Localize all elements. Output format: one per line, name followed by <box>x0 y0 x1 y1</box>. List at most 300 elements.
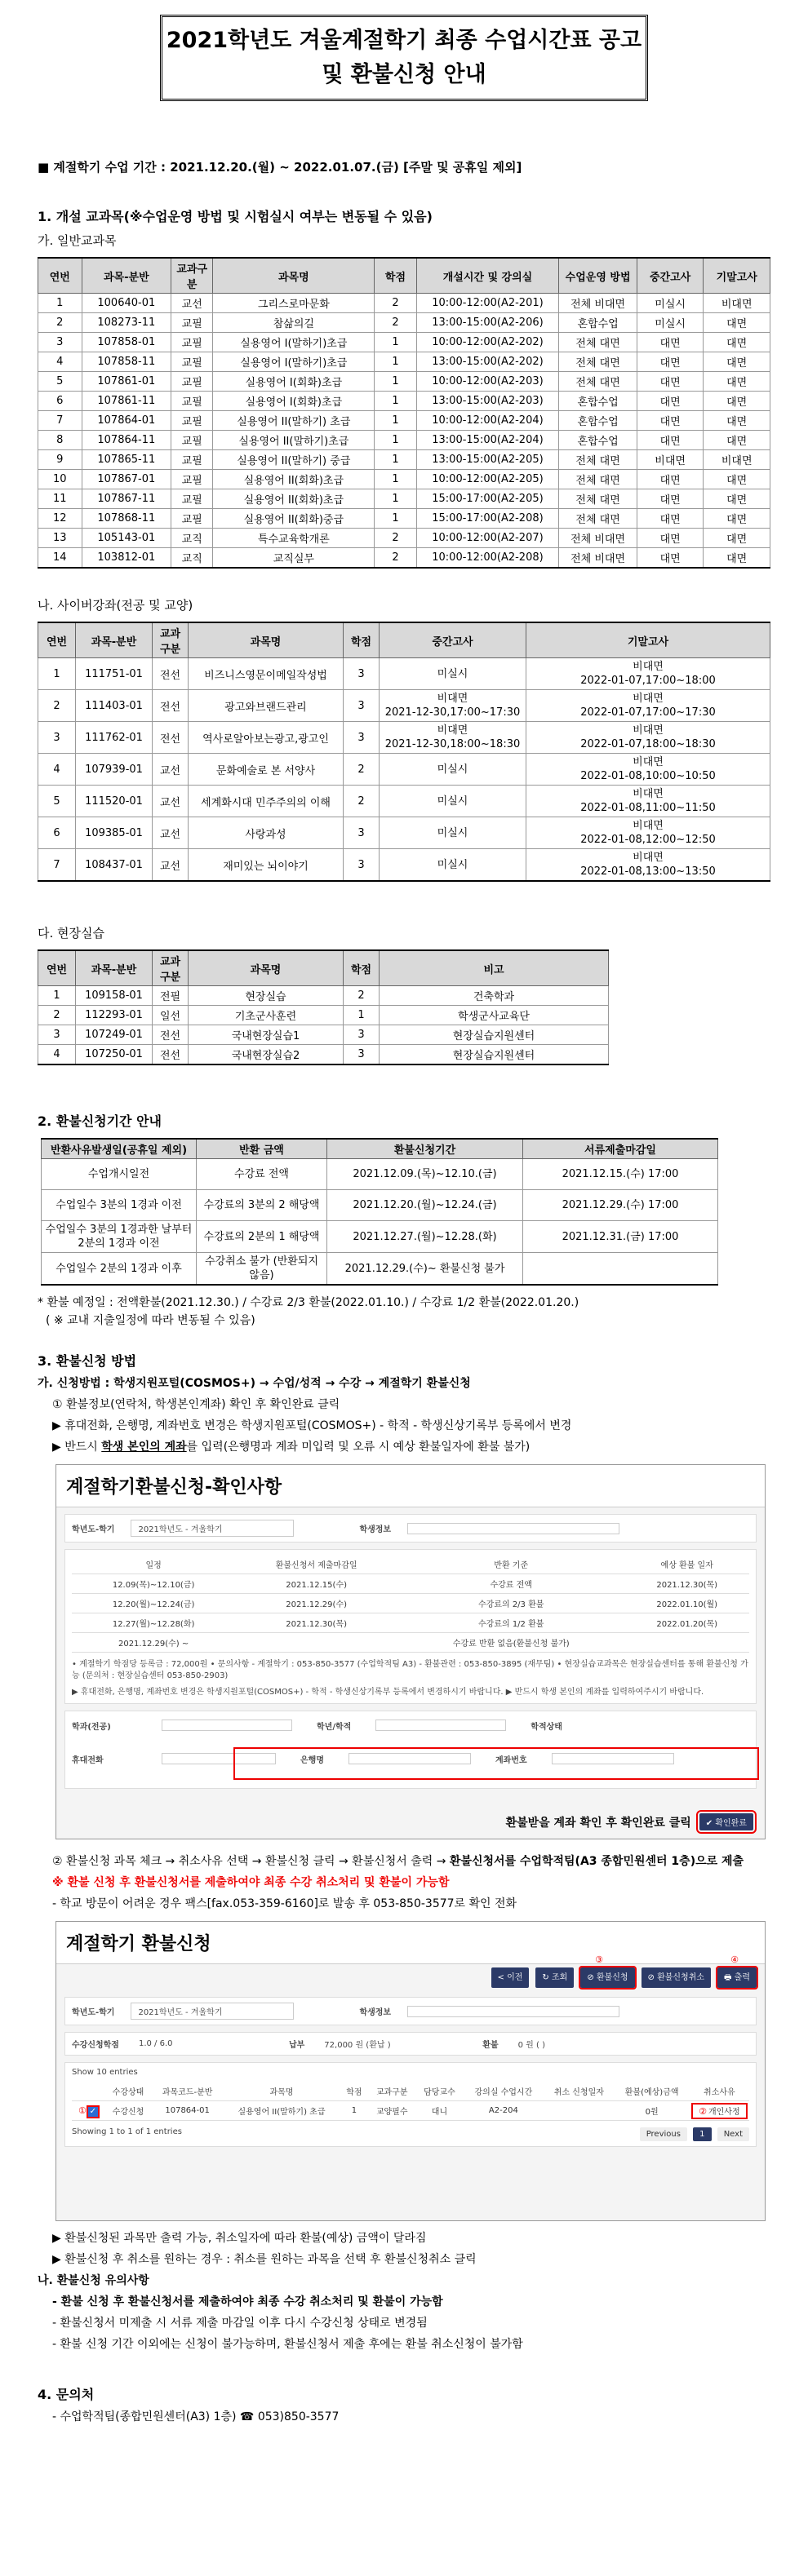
apply-method: 가. 신청방법 : 학생지원포털(COSMOS+) → 수업/성적 → 수강 → 계절학기 환불신청 <box>38 1377 471 1390</box>
table-cell: 107867-11 <box>82 489 171 509</box>
table-cell: 혼합수업 <box>559 313 637 333</box>
col-header: 기말고사 <box>526 622 770 658</box>
table-cell: 수업개시일전 <box>42 1159 197 1190</box>
pagination <box>637 2127 749 2141</box>
table-cell: 105143-01 <box>82 529 171 548</box>
table-cell: 수강료의 3분의 2 해당액 <box>197 1190 327 1221</box>
table-cell: 전체 비대면 <box>559 294 637 313</box>
col-header: 중간고사 <box>637 258 704 294</box>
table-cell: 1 <box>38 986 76 1006</box>
table-cell: 6 <box>38 817 76 849</box>
table-footer <box>72 2127 749 2141</box>
step-2 <box>38 1851 770 1872</box>
table-cell: 2 <box>344 986 380 1006</box>
final-time: 2022-01-07,17:00~17:30 <box>580 706 716 719</box>
confirm-button[interactable]: ✔ 확인완료 <box>699 1813 753 1830</box>
table-row <box>72 1633 749 1653</box>
courses-box <box>64 2062 757 2147</box>
table-cell: 3 <box>344 690 380 722</box>
col-header: 반환 금액 <box>197 1139 327 1159</box>
table-row <box>38 411 770 431</box>
table-cell: 107939-01 <box>76 754 153 786</box>
table-cell: 비즈니스영문이메일작성법 <box>189 658 344 690</box>
note-3: - 환불 신청 기간 이외에는 신청이 불가능하며, 환불신청서 제출 후에는 환불 취소신청이 불가함 <box>52 2338 523 2351</box>
table-row <box>38 294 770 313</box>
table-cell: 3 <box>344 722 380 754</box>
table-cell: 문화예술로 본 서양사 <box>189 754 344 786</box>
table-cell: 재미있는 뇌이야기 <box>189 849 344 882</box>
table-cell: 전체 대면 <box>559 450 637 470</box>
table-cell: 교양필수 <box>368 2101 415 2121</box>
final-time: 2022-01-08,13:00~13:50 <box>580 865 716 878</box>
general-courses-table <box>38 257 770 569</box>
table-cell: 국내현장실습1 <box>189 1025 344 1045</box>
table-cell: 14 <box>38 548 82 569</box>
table-cell: 13:00-15:00(A2-203) <box>416 392 559 411</box>
table-cell: 12.09(목)~12.10(금) <box>72 1574 235 1594</box>
final-time: 2022-01-08,11:00~11:50 <box>580 802 716 814</box>
table-cell: 역사로알아보는광고,광고인 <box>189 722 344 754</box>
warn-text: ▶ 휴대전화, 은행명, 계좌번호 변경은 학생지원포털(COSMOS+) - 학적 - 학생신상기록부 등록에서 변경하시기 바랍니다. ▶ 반드시 학생 본인의 계좌를 입력하여주시기 바랍니다. <box>72 1688 704 1697</box>
student-label: 학생정보 <box>359 1525 392 1534</box>
table-cell: 9 <box>38 450 82 470</box>
table-cell: 대면 <box>637 411 704 431</box>
table-cell: 107864-01 <box>152 2101 223 2121</box>
table-row <box>38 509 770 529</box>
table-cell: 전선 <box>153 1045 189 1065</box>
table-cell: 3 <box>344 849 380 882</box>
col-header: 수업운영 방법 <box>559 258 637 294</box>
final-cell <box>526 690 770 722</box>
table-row <box>72 2101 749 2121</box>
table-row <box>72 1594 749 1613</box>
table-cell: 교필 <box>171 450 213 470</box>
table-cell: 2022.01.10(월) <box>624 1594 749 1613</box>
step-1: ① 환불정보(연락처, 학생본인계좌) 확인 후 확인완료 클릭 <box>52 1398 340 1411</box>
table-cell: 5 <box>38 372 82 392</box>
mini-col: 학점 <box>340 2082 368 2101</box>
midterm-cell <box>380 786 526 817</box>
col-header: 비고 <box>380 950 609 986</box>
section-1c-title: 다. 현장실습 <box>38 926 104 941</box>
midterm-mode: 미실시 <box>437 763 468 776</box>
table-cell: 2021.12.15(수) <box>235 1574 397 1594</box>
table-cell: A2-204 <box>464 2101 544 2121</box>
col-header: 학점 <box>344 622 380 658</box>
table-cell: 현장실습지원센터 <box>380 1045 609 1065</box>
table-row <box>38 754 770 786</box>
table-cell: 10 <box>38 470 82 489</box>
table-cell: 전체 대면 <box>559 333 637 352</box>
final-mode: 비대면 <box>633 756 664 768</box>
table-row <box>72 1613 749 1633</box>
table-cell: 교선 <box>153 817 189 849</box>
final-time: 2022-01-08,12:00~12:50 <box>580 834 716 846</box>
table-cell: 대면 <box>704 333 770 352</box>
table-cell: 107864-01 <box>82 411 171 431</box>
table-cell: 13 <box>38 529 82 548</box>
credits-value: 1.0 / 6.0 <box>138 2039 173 2048</box>
table-cell: 교필 <box>171 372 213 392</box>
table-cell: 107868-11 <box>82 509 171 529</box>
table-row <box>42 1190 718 1221</box>
mini-col: 반환 기준 <box>397 1555 624 1574</box>
table-cell <box>235 1633 397 1653</box>
table-cell: 실용영어 II(회화)초급 <box>213 489 375 509</box>
dept-label: 학과(전공) <box>72 1723 111 1732</box>
table-cell: 1 <box>375 509 416 529</box>
table-cell: 교직 <box>171 548 213 569</box>
table-cell: 실용영어 II(말하기) 초급 <box>223 2101 340 2121</box>
checkbox-header <box>72 2082 104 2101</box>
col-header: 과목-분반 <box>82 258 171 294</box>
table-cell: 대면 <box>637 392 704 411</box>
cancel-reason-select[interactable]: ② 개인사정 <box>690 2101 749 2121</box>
table-cell: 3 <box>38 333 82 352</box>
col-header: 반환사유발생일(공휴일 제외) <box>42 1139 197 1159</box>
midterm-mode: 미실시 <box>437 667 468 680</box>
table-cell: 6 <box>38 392 82 411</box>
table-cell: 15:00-17:00(A2-205) <box>416 489 559 509</box>
midterm-time: 2021-12-30,18:00~18:30 <box>384 738 521 750</box>
table-cell: 교필 <box>171 470 213 489</box>
table-cell <box>624 1633 749 1653</box>
step-2-text: ② 환불신청 과목 체크 → 취소사유 선택 → 환불신청 클릭 → 환불신청서 출력 → <box>52 1855 450 1868</box>
table-cell: 대면 <box>704 548 770 569</box>
table-cell: 실용영어 II(회화)초급 <box>213 470 375 489</box>
table-cell: 107250-01 <box>76 1045 153 1065</box>
title-box <box>160 15 648 101</box>
midterm-mode: 비대면 <box>437 724 468 737</box>
table-row <box>38 392 770 411</box>
table-row <box>38 489 770 509</box>
table-cell: 교필 <box>171 509 213 529</box>
table-cell: 수업일수 3분의 1경과한 날부터 2분의 1경과 이전 <box>42 1221 197 1253</box>
section-1-title: 1. 개설 교과목(※수업운영 방법 및 시험실시 여부는 변동될 수 있음) <box>38 209 433 224</box>
mini-col: 예상 환불 일자 <box>624 1555 749 1574</box>
course-checkbox[interactable]: ✓ <box>89 2106 97 2116</box>
pay-value: 72,000 원 (환납 ) <box>324 2041 391 2050</box>
table-cell: 전체 비대면 <box>559 548 637 569</box>
table-cell: 교선 <box>153 754 189 786</box>
section-3-title: 3. 환불신청 방법 <box>38 1353 137 1369</box>
table-cell: 11 <box>38 489 82 509</box>
midterm-cell <box>380 658 526 690</box>
table-cell: 107249-01 <box>76 1025 153 1045</box>
table-cell: 교필 <box>171 333 213 352</box>
table-cell: 교직 <box>171 529 213 548</box>
table-row <box>38 1006 609 1025</box>
cyber-courses-table <box>38 622 770 882</box>
table-cell: 8 <box>38 431 82 450</box>
schedule-box <box>64 1549 757 1704</box>
table-cell: 4 <box>38 754 76 786</box>
table-cell: 2 <box>375 294 416 313</box>
col-header: 개설시간 및 강의실 <box>416 258 559 294</box>
table-cell: 학생군사교육단 <box>380 1006 609 1025</box>
prev-button[interactable]: < 이전 <box>491 1967 530 1988</box>
table-cell: 교필 <box>171 313 213 333</box>
table-cell: 1 <box>375 372 416 392</box>
table-cell: 13:00-15:00(A2-205) <box>416 450 559 470</box>
col-header: 과목-분반 <box>76 950 153 986</box>
table-cell: 1 <box>38 294 82 313</box>
bullet-cancel: ▶ 환불신청 후 취소를 원하는 경우 : 취소를 원하는 과목을 선택 후 환불신청취소 클릭 <box>52 2253 477 2266</box>
table-cell: 미실시 <box>637 313 704 333</box>
refund-cancel-button[interactable]: ⊘ 환불신청취소 <box>642 1967 712 1988</box>
table-cell: 세계화시대 민주주의의 이해 <box>189 786 344 817</box>
table-cell: 2021.12.30(목) <box>235 1613 397 1633</box>
final-mode: 비대면 <box>633 820 664 832</box>
mini-col: 과목명 <box>223 2082 340 2101</box>
table-cell: 10:00-12:00(A2-208) <box>416 548 559 569</box>
bullet-print-only: ▶ 환불신청된 과목만 출력 가능, 취소일자에 따라 환불(예상) 금액이 달라짐 <box>52 2232 427 2245</box>
refund-note-2: ( ※ 교내 지출일정에 따라 변동될 수 있음) <box>46 1314 255 1327</box>
table-cell: 수강료 전액 <box>397 1574 624 1594</box>
refund-value: 0 원 ( ) <box>517 2041 545 2050</box>
final-mode: 비대면 <box>633 788 664 800</box>
table-cell: 광고와브랜드관리 <box>189 690 344 722</box>
table-cell: 대면 <box>704 529 770 548</box>
col-header: 교과구분 <box>153 622 189 658</box>
table-cell: 10:00-12:00(A2-201) <box>416 294 559 313</box>
table-cell: 대면 <box>637 489 704 509</box>
payment-row <box>64 2032 757 2056</box>
table-row <box>38 548 770 569</box>
col-header: 과목-분반 <box>76 622 153 658</box>
table-cell: 국내현장실습2 <box>189 1045 344 1065</box>
page-1[interactable]: 1 <box>693 2127 711 2141</box>
field-practice-table <box>38 949 609 1065</box>
col-header: 서류제출마감일 <box>523 1139 718 1159</box>
col-header: 연번 <box>38 950 76 986</box>
final-mode: 비대면 <box>633 724 664 737</box>
table-cell: 3 <box>38 1025 76 1045</box>
screenshot-refund-title: 계절학기 환불신청 <box>56 1922 765 1964</box>
checkbox-cell <box>72 2101 104 2121</box>
ss2-year-row <box>64 1997 757 2025</box>
mini-col: 교과구분 <box>368 2082 415 2101</box>
year-select[interactable]: 2021학년도 - 겨울학기 <box>131 1520 294 1537</box>
mini-col: 환불(예상)금액 <box>615 2082 690 2101</box>
final-mode: 비대면 <box>633 852 664 864</box>
table-cell: 10:00-12:00(A2-204) <box>416 411 559 431</box>
table-cell <box>523 1253 718 1286</box>
midterm-cell <box>380 849 526 882</box>
step-2-warning: ※ 환불 신청 후 환불신청서를 제출하여야 최종 수강 취소처리 및 환불이 가능함 <box>52 1876 450 1889</box>
table-cell: 일선 <box>153 1006 189 1025</box>
final-mode: 비대면 <box>633 661 664 673</box>
own-account-emphasis: 학생 본인의 계좌 <box>101 1441 187 1454</box>
table-row <box>38 470 770 489</box>
table-cell: 전체 대면 <box>559 372 637 392</box>
table-cell: 10:00-12:00(A2-202) <box>416 333 559 352</box>
marker-4: ④ <box>730 1954 739 1965</box>
prev-page[interactable]: Previous <box>640 2127 687 2141</box>
account-label: 계좌번호 <box>495 1756 527 1765</box>
table-cell: 수업일수 2분의 1경과 이후 <box>42 1253 197 1286</box>
table-cell: 2021.12.29.(수)~ 환불신청 불가 <box>327 1253 523 1286</box>
table-cell: 교필 <box>171 392 213 411</box>
table-cell: 실용영어 I(말하기)초급 <box>213 352 375 372</box>
table-cell: 100640-01 <box>82 294 171 313</box>
table-cell: 대면 <box>637 529 704 548</box>
account-box <box>64 1711 757 1789</box>
final-cell <box>526 754 770 786</box>
table-cell: 교필 <box>171 352 213 372</box>
table-cell: 1 <box>375 470 416 489</box>
pay-label: 납부 <box>288 2041 305 2050</box>
table-cell: 107858-11 <box>82 352 171 372</box>
midterm-mode: 비대면 <box>437 693 468 705</box>
table-cell: 111403-01 <box>76 690 153 722</box>
table-cell: 2 <box>38 313 82 333</box>
table-cell: 실용영어 II(말하기) 중급 <box>213 450 375 470</box>
table-cell: 0원 <box>615 2101 690 2121</box>
section-1b-title: 나. 사이버강좌(전공 및 교양) <box>38 598 193 613</box>
credits-label: 수강신청학점 <box>72 2041 119 2050</box>
col-header: 환불신청기간 <box>327 1139 523 1159</box>
col-header: 기말고사 <box>704 258 770 294</box>
table-cell: 전체 대면 <box>559 489 637 509</box>
refund-label: 환불 <box>482 2041 499 2050</box>
step-1-bullet-2 <box>38 1436 770 1458</box>
final-time: 2022-01-07,18:00~18:30 <box>580 738 716 750</box>
year-select[interactable]: 2021학년도 - 겨울학기 <box>131 2003 294 2020</box>
step-1-bullet-1: ▶ 휴대전화, 은행명, 계좌번호 변경은 학생지원포털(COSMOS+) - 학적 - 학생신상기록부 등록에서 변경 <box>52 1419 572 1432</box>
table-cell: 3 <box>344 658 380 690</box>
final-cell <box>526 849 770 882</box>
toolbar <box>488 1967 757 1988</box>
table-row <box>38 372 770 392</box>
table-row <box>42 1253 718 1286</box>
table-cell <box>544 2101 614 2121</box>
table-cell: 2021.12.09.(목)~12.10.(금) <box>327 1159 523 1190</box>
table-cell: 대면 <box>637 352 704 372</box>
screenshot-confirm-title: 계절학기환불신청-확인사항 <box>56 1465 765 1507</box>
table-cell: 수강료의 2분의 1 해당액 <box>197 1221 327 1253</box>
table-cell: 4 <box>38 352 82 372</box>
table-cell: 대면 <box>637 372 704 392</box>
table-cell: 실용영어 II(말하기) 초급 <box>213 411 375 431</box>
col-header: 교과구분 <box>153 950 189 986</box>
search-button[interactable]: ↻ 조회 <box>535 1967 574 1988</box>
refund-apply-button[interactable]: ⊘ 환불신청 <box>580 1967 634 1988</box>
table-cell: 전선 <box>153 690 189 722</box>
step-2-fax: - 학교 방문이 어려운 경우 팩스[fax.053-359-6160]로 발송 후 053-850-3577로 확인 전화 <box>52 1897 517 1910</box>
contact-line: - 수업학적팀(종합민원센터(A3) 1층) ☎ 053)850-3577 <box>52 2410 340 2423</box>
table-cell: 2021.12.30(목) <box>624 1574 749 1594</box>
table-cell: 2021.12.15.(수) 17:00 <box>523 1159 718 1190</box>
status-label: 학적상태 <box>531 1723 562 1732</box>
table-cell: 실용영어 II(회화)중급 <box>213 509 375 529</box>
table-cell: 12.27(월)~12.28(화) <box>72 1613 235 1633</box>
table-cell: 111751-01 <box>76 658 153 690</box>
table-cell: 1 <box>375 489 416 509</box>
table-cell: 대니 <box>415 2101 463 2121</box>
mini-col: 수강상태 <box>104 2082 152 2101</box>
table-cell: 1 <box>375 333 416 352</box>
mini-col: 환불신청서 제출마감일 <box>235 1555 397 1574</box>
table-row <box>42 1159 718 1190</box>
mini-col: 취소사유 <box>690 2082 749 2101</box>
table-cell: 수강료 전액 <box>197 1159 327 1190</box>
screenshot-refund-apply <box>55 1921 766 2221</box>
title-line-2: 및 환불신청 안내 <box>322 62 486 87</box>
table-cell: 사랑과성 <box>189 817 344 849</box>
table-cell: 교직실무 <box>213 548 375 569</box>
mini-col: 과목코드-분반 <box>152 2082 223 2101</box>
table-cell: 2 <box>344 786 380 817</box>
confirm-area <box>506 1813 753 1830</box>
col-header: 중간고사 <box>380 622 526 658</box>
section-1a-title: 가. 일반교과목 <box>38 233 117 248</box>
table-cell: 1 <box>375 392 416 411</box>
table-cell: 대면 <box>704 352 770 372</box>
table-row <box>38 786 770 817</box>
table-cell: 2 <box>38 1006 76 1025</box>
grade-label: 학년/학적 <box>317 1723 352 1732</box>
info-text: • 계절학기 학점당 등록금 : 72,000원 • 문의사항 - 계절학기 : 053-850-3577 (수업학적팀 A3) - 환불관련 : 053-850-3895 (재무팀) • 현장실습교과목은 현장실습센터를 통해 환불신청 가능 (문의처 : 현장실습센터 053-850-2903) <box>72 1660 748 1680</box>
table-cell: 7 <box>38 849 76 882</box>
table-row <box>38 431 770 450</box>
table-cell: 실용영어 I(회화)초급 <box>213 392 375 411</box>
table-cell: 107867-01 <box>82 470 171 489</box>
table-cell: 비대면 <box>704 450 770 470</box>
table-cell: 13:00-15:00(A2-204) <box>416 431 559 450</box>
table-cell: 12.20(월)~12.24(금) <box>72 1594 235 1613</box>
table-cell: 수강료의 2/3 환불 <box>397 1594 624 1613</box>
table-cell: 대면 <box>704 392 770 411</box>
table-row <box>42 1221 718 1253</box>
table-cell: 대면 <box>704 313 770 333</box>
table-cell: 참삶의길 <box>213 313 375 333</box>
col-header: 연번 <box>38 622 76 658</box>
table-cell: 2021.12.29.(수) 17:00 <box>523 1190 718 1221</box>
table-cell: 1 <box>344 1006 380 1025</box>
table-cell: 2 <box>375 529 416 548</box>
confirm-instruction: 환불받을 계좌 확인 후 확인완료 클릭 <box>505 1816 691 1830</box>
table-cell: 1 <box>375 411 416 431</box>
table-cell: 대면 <box>637 470 704 489</box>
refund-courses-mini-table <box>72 2082 749 2121</box>
table-cell: 13:00-15:00(A2-202) <box>416 352 559 372</box>
final-cell <box>526 786 770 817</box>
table-cell: 수강신청 <box>104 2101 152 2121</box>
refund-period-table <box>41 1138 718 1286</box>
table-cell: 1 <box>375 352 416 372</box>
table-cell: 109385-01 <box>76 817 153 849</box>
table-row <box>38 352 770 372</box>
next-page[interactable]: Next <box>717 2127 749 2141</box>
table-cell: 2 <box>344 754 380 786</box>
show-entries[interactable]: Show 10 entries <box>72 2068 138 2077</box>
marker-3: ③ <box>595 1954 603 1965</box>
table-cell: 대면 <box>704 411 770 431</box>
print-button[interactable]: 🖶 출력 <box>717 1967 757 1988</box>
note-1: - 환불 신청 후 환불신청서를 제출하여야 최종 수강 취소처리 및 환불이 가능함 <box>52 2295 443 2308</box>
table-cell: 현장실습지원센터 <box>380 1025 609 1045</box>
dept-row <box>72 1720 749 1732</box>
table-cell: 대면 <box>704 372 770 392</box>
midterm-cell <box>380 817 526 849</box>
table-cell: 7 <box>38 411 82 431</box>
table-row <box>38 817 770 849</box>
table-cell: 대면 <box>704 509 770 529</box>
dept-field <box>162 1720 292 1731</box>
refund-schedule-mini-table <box>72 1555 749 1653</box>
table-cell: 건축학과 <box>380 986 609 1006</box>
